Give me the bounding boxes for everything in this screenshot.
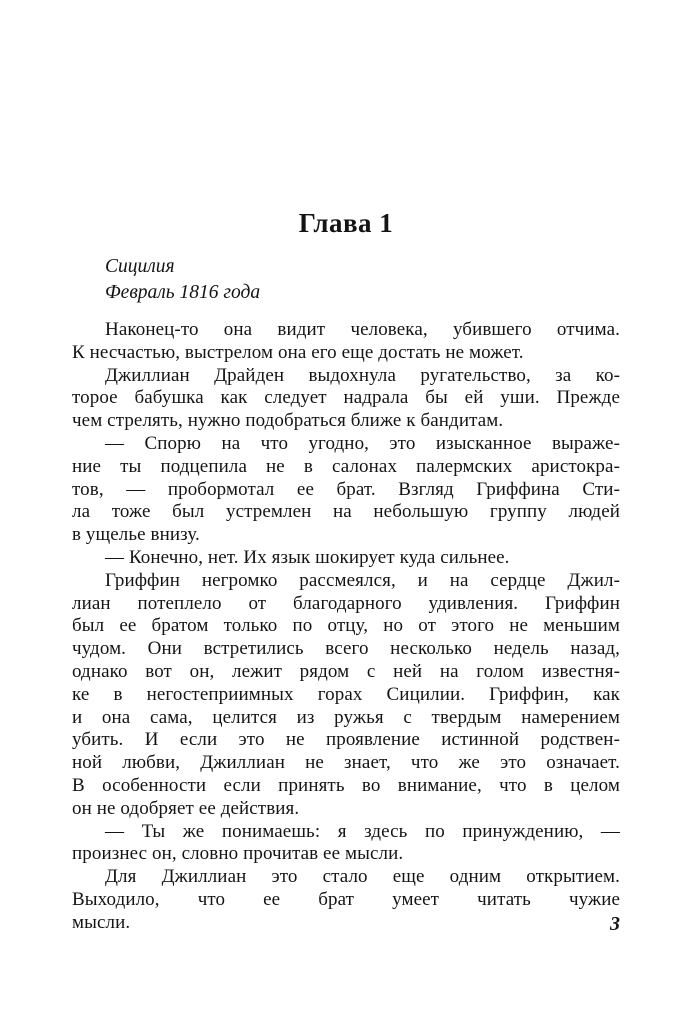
paragraph — [72, 365, 620, 433]
text-line: Выходило, что ее брат умеет читать чужие — [72, 888, 620, 910]
text-line: в ущелье внизу. — [72, 524, 200, 546]
text-line: лиан потеплело от благодарного удивления. Гриффин — [72, 592, 620, 614]
text-line: торое бабушка как следует надрала бы ей уши. Прежде — [72, 387, 620, 409]
text-line: однако вот он, лежит рядом с ней на голом известня- — [72, 660, 620, 682]
chapter-title: Глава 1 — [298, 208, 394, 238]
text-line: К несчастью, выстрелом она его еще достать не может. — [72, 341, 524, 363]
epigraph — [72, 254, 620, 306]
text-line: ла тоже был устремлен на небольшую группу людей — [72, 501, 620, 523]
text-line: и она сама, целится из ружья с твердым намерением — [72, 706, 620, 728]
text-line: Джиллиан Драйден выдохнула ругательство, за ко- — [105, 364, 620, 386]
page-number: 3 — [610, 912, 620, 935]
text-line: Для Джиллиан это стало еще одним открытием. — [105, 866, 620, 888]
text-line: чудом. Они встретились всего несколько недель назад, — [72, 638, 620, 660]
body-text — [72, 319, 620, 935]
paragraph — [72, 433, 620, 547]
text-line: — Спорю на что угодно, это изысканное выраже- — [105, 432, 620, 454]
text-line: чем стрелять, нужно подобраться ближе к бандитам. — [72, 410, 504, 432]
paragraph — [72, 570, 620, 821]
text-line: убить. И если это не проявление истинной родствен- — [72, 729, 620, 751]
text-line: ние ты подцепила не в салонах палермских аристокра- — [72, 455, 620, 477]
text-line: — Конечно, нет. Их язык шокирует куда сильнее. — [105, 546, 510, 568]
paragraph — [72, 547, 620, 570]
epigraph-location: Сицилия — [105, 256, 175, 277]
text-line: В особенности если принять во внимание, что в целом — [72, 774, 620, 796]
text-line: — Ты же понимаешь: я здесь по принуждению, — — [105, 820, 620, 842]
text-line: произнес он, словно прочитав ее мысли. — [72, 843, 404, 865]
epigraph-date: Февраль 1816 года — [105, 282, 261, 303]
text-line: Гриффин негромко рассмеялся, и на сердце Джил- — [105, 569, 620, 591]
text-line: мысли. — [72, 911, 131, 933]
paragraph — [72, 866, 620, 934]
text-block — [72, 206, 620, 935]
paragraph — [72, 821, 620, 867]
text-line: Наконец-то она видит человека, убившего отчима. — [105, 319, 620, 340]
text-line: был ее братом только по отцу, но от этого не меньшим — [72, 615, 620, 637]
text-line: он не одобряет ее действия. — [72, 797, 300, 819]
text-line: тов, — пробормотал ее брат. Взгляд Гриффина Сти- — [72, 478, 620, 500]
text-line: ке в негостеприимных горах Сицилии. Гриффин, как — [72, 683, 620, 705]
paragraph — [72, 319, 620, 365]
text-line: ной любви, Джиллиан не знает, что же это означает. — [72, 752, 620, 774]
